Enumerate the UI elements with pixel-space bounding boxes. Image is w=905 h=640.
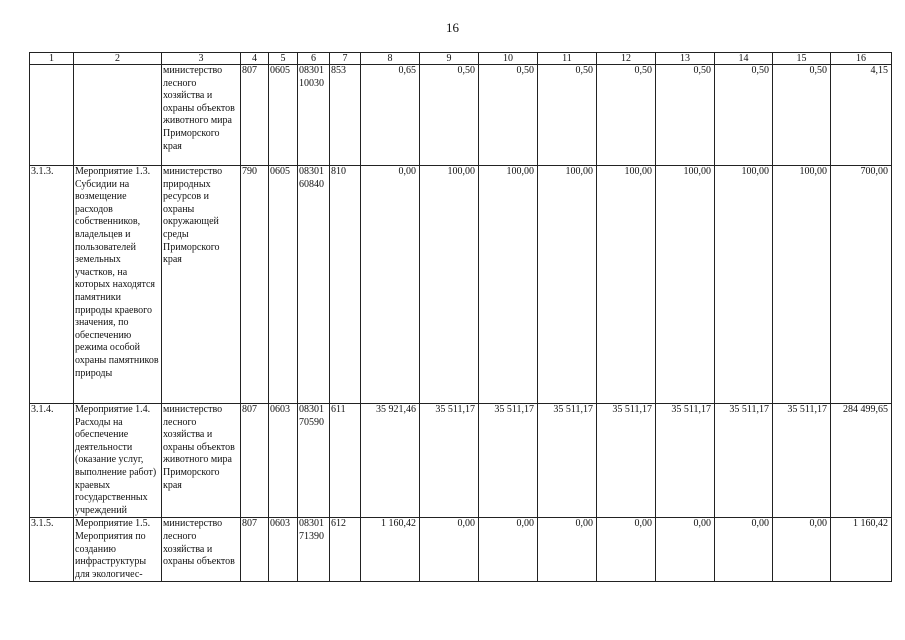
value-cell: 100,00 (656, 166, 715, 404)
code-expense: 612 (330, 518, 361, 582)
value-cell: 1 160,42 (361, 518, 420, 582)
code-expense: 810 (330, 166, 361, 404)
value-cell: 100,00 (479, 166, 538, 404)
value-cell: 35 511,17 (773, 404, 831, 518)
executor: министерство природных ресурсов и охраны окружающей среды Приморского края (162, 166, 241, 404)
value-cell: 0,50 (715, 65, 773, 166)
value-cell: 0,00 (361, 166, 420, 404)
table-row (30, 166, 892, 404)
header-cell: 11 (538, 53, 597, 65)
row-number: 3.1.3. (30, 166, 74, 404)
value-cell: 0,00 (479, 518, 538, 582)
value-cell: 100,00 (715, 166, 773, 404)
code-target: 08301 70590 (298, 404, 330, 518)
value-cell: 35 511,17 (597, 404, 656, 518)
header-cell: 8 (361, 53, 420, 65)
code-expense: 853 (330, 65, 361, 166)
value-cell: 35 511,17 (420, 404, 479, 518)
header-cell: 16 (831, 53, 892, 65)
page-number: 16 (446, 20, 459, 35)
value-cell: 0,50 (479, 65, 538, 166)
table-row (30, 65, 892, 166)
value-cell: 35 511,17 (479, 404, 538, 518)
code-ministry: 807 (241, 65, 269, 166)
value-cell: 35 921,46 (361, 404, 420, 518)
header-cell: 12 (597, 53, 656, 65)
value-cell: 100,00 (773, 166, 831, 404)
value-cell: 0,00 (773, 518, 831, 582)
code-section: 0603 (269, 518, 298, 582)
header-cell: 14 (715, 53, 773, 65)
value-cell: 100,00 (538, 166, 597, 404)
header-cell: 7 (330, 53, 361, 65)
activity-name: Мероприятие 1.5. Мероприятия по созданию инфраструктуры для экологичес- (74, 518, 162, 582)
header-cell: 1 (30, 53, 74, 65)
header-cell: 13 (656, 53, 715, 65)
header-cell: 5 (269, 53, 298, 65)
value-cell: 0,00 (597, 518, 656, 582)
value-cell: 0,65 (361, 65, 420, 166)
total-cell: 700,00 (831, 166, 892, 404)
code-section: 0603 (269, 404, 298, 518)
code-target: 08301 71390 (298, 518, 330, 582)
value-cell: 0,00 (715, 518, 773, 582)
activity-name: Мероприятие 1.3. Субсидии на возмещение расходов собственников, владельцев и пользователей земельных участков, на которых находятся памятники природы краевого значения, по обеспечению режима особой охраны памятников природы (74, 166, 162, 404)
total-cell: 4,15 (831, 65, 892, 166)
executor: министерство лесного хозяйства и охраны объектов животного мира Приморского края (162, 404, 241, 518)
total-cell: 284 499,65 (831, 404, 892, 518)
value-cell: 35 511,17 (656, 404, 715, 518)
budget-table (29, 52, 892, 582)
header-cell: 9 (420, 53, 479, 65)
header-cell: 6 (298, 53, 330, 65)
header-cell: 3 (162, 53, 241, 65)
value-cell: 35 511,17 (715, 404, 773, 518)
value-cell: 100,00 (420, 166, 479, 404)
value-cell: 0,50 (420, 65, 479, 166)
total-cell: 1 160,42 (831, 518, 892, 582)
activity-name: Мероприятие 1.4. Расходы на обеспечение деятельности (оказание услуг, выполнение работ) краевых государственных учреждений (74, 404, 162, 518)
value-cell: 100,00 (597, 166, 656, 404)
executor: министерство лесного хозяйства и охраны объектов животного мира Приморского края (162, 65, 241, 166)
code-ministry: 807 (241, 404, 269, 518)
code-target: 08301 60840 (298, 166, 330, 404)
header-cell: 15 (773, 53, 831, 65)
row-number (30, 65, 74, 166)
table-row (30, 518, 892, 582)
executor: министерство лесного хозяйства и охраны объектов (162, 518, 241, 582)
header-row (30, 53, 892, 65)
code-ministry: 790 (241, 166, 269, 404)
code-target: 08301 10030 (298, 65, 330, 166)
header-cell: 2 (74, 53, 162, 65)
code-section: 0605 (269, 166, 298, 404)
value-cell: 0,50 (656, 65, 715, 166)
row-number: 3.1.5. (30, 518, 74, 582)
value-cell: 0,00 (656, 518, 715, 582)
value-cell: 35 511,17 (538, 404, 597, 518)
code-section: 0605 (269, 65, 298, 166)
value-cell: 0,50 (538, 65, 597, 166)
activity-name (74, 65, 162, 166)
header-cell: 4 (241, 53, 269, 65)
code-ministry: 807 (241, 518, 269, 582)
code-expense: 611 (330, 404, 361, 518)
value-cell: 0,00 (538, 518, 597, 582)
header-cell: 10 (479, 53, 538, 65)
row-number: 3.1.4. (30, 404, 74, 518)
table-row (30, 404, 892, 518)
value-cell: 0,00 (420, 518, 479, 582)
value-cell: 0,50 (597, 65, 656, 166)
value-cell: 0,50 (773, 65, 831, 166)
